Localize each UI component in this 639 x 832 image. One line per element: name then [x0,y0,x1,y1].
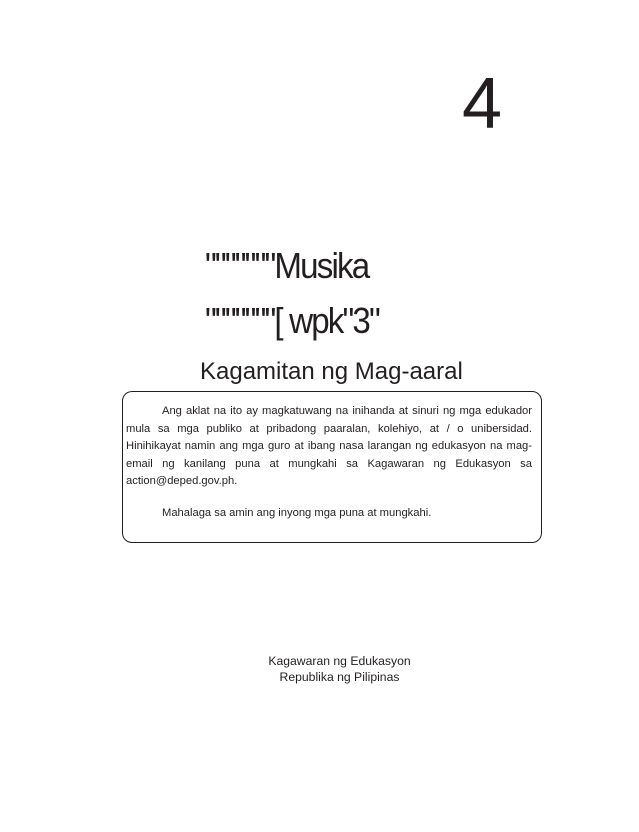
publisher-department: Kagawaran ng Edukasyon [268,654,411,668]
notice-box [122,391,542,543]
grade-number: 4 [462,64,503,144]
notice-paragraph-1: Ang aklat na ito ay magkatuwang na inihanda at sinuri ng mga edukador mula sa mga publiko at pribadong paaralan, kolehiyo, at / o unibersidad. Hinihikayat namin ang mga guro at ibang nasa larangan ng edukasyon na mag-email ng kanilang puna at mungkahi sa Kagawaran ng Edukasyon sa action@deped.gov.ph. [126,405,532,487]
subject-subtitle: """""""[ wpk"3" [205,300,379,341]
publisher-country: Republika ng Pilipinas [279,670,400,684]
notice-paragraph-2: Mahalaga sa amin ang inyong mga puna at mungkahi. [162,506,432,519]
subject-title: """""""Musika [205,245,369,286]
material-title: Kagamitan ng Mag-aaral [200,358,463,385]
